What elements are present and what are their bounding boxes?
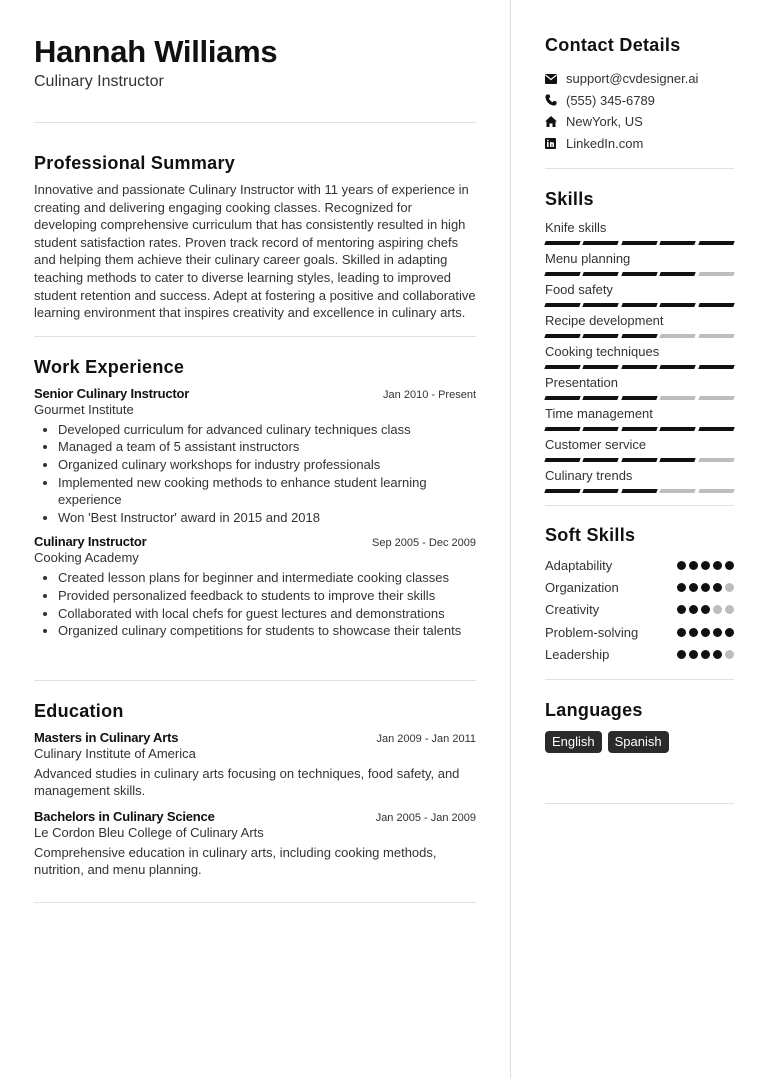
rating-dot [713, 561, 722, 570]
skill-level-segment [621, 365, 658, 369]
job-dates: Sep 2005 - Dec 2009 [372, 537, 476, 550]
rating-dot [677, 583, 686, 592]
skill-level-segment [544, 334, 581, 338]
skill-level-segment [621, 396, 658, 400]
rating-dot [701, 650, 710, 659]
job-bullets [34, 569, 476, 639]
soft-skill-rating [677, 650, 734, 659]
soft-skill-rating [677, 605, 734, 614]
rating-dot [689, 605, 698, 614]
skill-item [545, 405, 734, 431]
skill-level-segment [621, 272, 658, 276]
skill-level-segment [544, 396, 581, 400]
job-title: Senior Culinary Instructor [34, 385, 190, 401]
envelope-icon [545, 74, 566, 84]
skill-level-segment [583, 241, 620, 245]
soft-skill-item [545, 576, 734, 598]
email-text: support@cvdesigner.ai [566, 71, 699, 87]
rating-dot [701, 583, 710, 592]
skill-level-segment [621, 241, 658, 245]
skill-level-segment [544, 427, 581, 431]
contact-location [545, 111, 734, 133]
linkedin-text: LinkedIn.com [566, 135, 644, 151]
rating-dot [689, 561, 698, 570]
rating-dot [713, 605, 722, 614]
summary-heading: Professional Summary [34, 153, 236, 173]
soft-skill-item [545, 643, 734, 665]
skill-item [545, 343, 734, 369]
job-dates: Jan 2010 - Present [383, 388, 476, 401]
job-entry [34, 534, 476, 639]
rating-dot [689, 583, 698, 592]
education-entry [34, 730, 476, 800]
rating-dot [677, 605, 686, 614]
skill-level-segment [698, 396, 735, 400]
divider [34, 336, 476, 337]
skill-name: Customer service [545, 437, 647, 452]
linkedin-icon [545, 138, 566, 149]
contact-heading: Contact Details [545, 35, 681, 55]
skill-item [545, 467, 734, 493]
skill-level-bar [545, 334, 734, 338]
divider [545, 168, 734, 169]
summary-section [34, 152, 476, 322]
school-name: Le Cordon Bleu College of Culinary Arts [34, 824, 264, 840]
soft-skill-item [545, 554, 734, 576]
skill-level-segment [698, 272, 735, 276]
candidate-title: Culinary Instructor [34, 73, 164, 90]
skill-level-bar [545, 272, 734, 276]
skill-level-segment [698, 334, 735, 338]
education-heading: Education [34, 700, 124, 721]
list-item: • Developed curriculum for advanced culinary techniques class [58, 421, 476, 439]
skill-level-segment [659, 241, 696, 245]
job-title: Culinary Instructor [34, 534, 147, 550]
skill-level-segment [659, 458, 696, 462]
language-badge: English [545, 731, 602, 753]
skill-level-segment [583, 427, 620, 431]
home-icon [545, 116, 566, 127]
sidebar [545, 34, 734, 804]
skill-level-bar [545, 396, 734, 400]
skill-level-segment [698, 427, 735, 431]
skill-item [545, 250, 734, 276]
education-entry [34, 809, 476, 879]
rating-dot [725, 583, 734, 592]
list-item: • Created lesson plans for beginner and intermediate cooking classes [58, 569, 476, 587]
skill-level-segment [659, 365, 696, 369]
soft-skill-name: Leadership [545, 646, 610, 662]
list-item: • Provided personalized feedback to students to improve their skills [58, 587, 476, 605]
skill-level-segment [621, 458, 658, 462]
skill-name: Cooking techniques [545, 344, 660, 359]
list-item: • Managed a team of 5 assistant instructors [58, 438, 476, 456]
skill-level-bar [545, 458, 734, 462]
skill-level-segment [583, 396, 620, 400]
soft-skills-list [545, 554, 734, 665]
skill-level-segment [621, 334, 658, 338]
skill-level-segment [621, 303, 658, 307]
skill-name: Menu planning [545, 251, 631, 266]
soft-skill-rating [677, 583, 734, 592]
skill-level-segment [698, 241, 735, 245]
phone-text: (555) 345-6789 [566, 92, 655, 108]
education-description: Advanced studies in culinary arts focusing on techniques, food safety, and management skills. [34, 765, 460, 799]
skill-level-segment [659, 272, 696, 276]
soft-skill-rating [677, 561, 734, 570]
rating-dot [677, 628, 686, 637]
skill-level-segment [544, 489, 581, 493]
contact-email[interactable] [545, 68, 734, 90]
rating-dot [725, 605, 734, 614]
job-entry [34, 386, 476, 527]
rating-dot [725, 650, 734, 659]
education-dates: Jan 2009 - Jan 2011 [376, 732, 476, 745]
education-description: Comprehensive education in culinary arts, including cooking methods, nutrition, and menu planning. [34, 844, 437, 878]
skill-item [545, 312, 734, 338]
divider [545, 803, 734, 804]
skill-name: Food safety [545, 282, 613, 297]
skills-list [545, 219, 734, 493]
skill-level-segment [583, 272, 620, 276]
skill-level-segment [583, 365, 620, 369]
skills-heading: Skills [545, 189, 594, 209]
rating-dot [725, 561, 734, 570]
list-item: • Implemented new cooking methods to enhance student learning experience [58, 474, 476, 509]
rating-dot [725, 628, 734, 637]
column-divider [510, 0, 511, 1078]
degree-title: Bachelors in Culinary Science [34, 808, 215, 824]
list-item: • Organized culinary competitions for students to showcase their talents [58, 622, 476, 640]
skill-level-bar [545, 489, 734, 493]
skill-level-segment [659, 427, 696, 431]
language-badge: Spanish [608, 731, 669, 753]
skill-name: Knife skills [545, 220, 607, 235]
summary-text: Innovative and passionate Culinary Instructor with 11 years of experience in creating and delivering engaging cooking classes. Recognized for developing comprehensive curriculum that has consistently resulted in high student satisfaction rates. Proven track record of mentoring aspiring chefs and helping them achieve their culinary career goals. Skilled in adapting teaching methods to cater to diverse learning styles, leading to improved student retention and success. Adept at fostering a positive and collaborative learning environment that inspires creativity and excellence in culinary arts. [34, 182, 476, 321]
rating-dot [689, 650, 698, 659]
contact-section [545, 34, 734, 154]
language-badges [545, 731, 734, 753]
contact-phone[interactable] [545, 90, 734, 112]
soft-skill-item [545, 621, 734, 643]
divider [34, 680, 476, 681]
rating-dot [689, 628, 698, 637]
work-heading: Work Experience [34, 356, 185, 377]
skill-level-segment [544, 365, 581, 369]
school-name: Culinary Institute of America [34, 745, 196, 761]
divider [545, 679, 734, 680]
skills-section [545, 188, 734, 493]
list-item: • Organized culinary workshops for industry professionals [58, 456, 476, 474]
rating-dot [701, 605, 710, 614]
skill-level-segment [583, 489, 620, 493]
skill-level-segment [544, 272, 581, 276]
skill-level-bar [545, 241, 734, 245]
skill-level-bar [545, 303, 734, 307]
skill-level-segment [544, 303, 581, 307]
skill-name: Culinary trends [545, 468, 633, 483]
soft-skill-item [545, 599, 734, 621]
skill-level-segment [544, 458, 581, 462]
skill-level-segment [659, 334, 696, 338]
skill-name: Time management [545, 406, 653, 421]
divider [545, 505, 734, 506]
soft-skill-name: Organization [545, 579, 619, 595]
education-section [34, 700, 476, 879]
skill-level-segment [621, 489, 658, 493]
work-section [34, 356, 476, 640]
rating-dot [713, 650, 722, 659]
skill-item [545, 436, 734, 462]
candidate-name: Hannah Williams [34, 34, 278, 69]
skill-level-bar [545, 365, 734, 369]
divider [34, 902, 476, 903]
rating-dot [713, 583, 722, 592]
phone-icon [545, 94, 566, 106]
divider [34, 122, 476, 123]
main-column [34, 34, 476, 903]
skill-level-segment [583, 334, 620, 338]
rating-dot [677, 561, 686, 570]
skill-level-segment [698, 489, 735, 493]
soft-skill-name: Problem-solving [545, 624, 639, 640]
location-text: NewYork, US [566, 114, 643, 130]
soft-skill-name: Adaptability [545, 557, 613, 573]
skill-level-segment [621, 427, 658, 431]
skill-item [545, 374, 734, 400]
skill-level-segment [698, 365, 735, 369]
skill-name: Recipe development [545, 313, 664, 328]
skill-level-segment [698, 458, 735, 462]
skill-name: Presentation [545, 375, 618, 390]
skill-level-segment [659, 396, 696, 400]
education-dates: Jan 2005 - Jan 2009 [375, 811, 476, 824]
skill-level-segment [544, 241, 581, 245]
list-item: • Won 'Best Instructor' award in 2015 and 2018 [58, 509, 476, 527]
skill-level-segment [583, 458, 620, 462]
skill-level-segment [583, 303, 620, 307]
skill-level-segment [659, 303, 696, 307]
skill-level-segment [659, 489, 696, 493]
list-item: • Collaborated with local chefs for guest lectures and demonstrations [58, 605, 476, 623]
skill-level-bar [545, 427, 734, 431]
soft-skill-rating [677, 628, 734, 637]
rating-dot [701, 561, 710, 570]
skill-level-segment [698, 303, 735, 307]
job-org: Gourmet Institute [34, 401, 134, 417]
skill-item [545, 281, 734, 307]
degree-title: Masters in Culinary Arts [34, 729, 179, 745]
soft-skills-section [545, 524, 734, 665]
soft-skills-heading: Soft Skills [545, 525, 636, 545]
soft-skill-name: Creativity [545, 602, 600, 618]
rating-dot [713, 628, 722, 637]
skill-item [545, 219, 734, 245]
rating-dot [677, 650, 686, 659]
job-bullets [34, 421, 476, 527]
rating-dot [701, 628, 710, 637]
languages-section [545, 699, 734, 753]
job-org: Cooking Academy [34, 550, 139, 566]
contact-linkedin[interactable] [545, 133, 734, 155]
languages-heading: Languages [545, 700, 643, 721]
